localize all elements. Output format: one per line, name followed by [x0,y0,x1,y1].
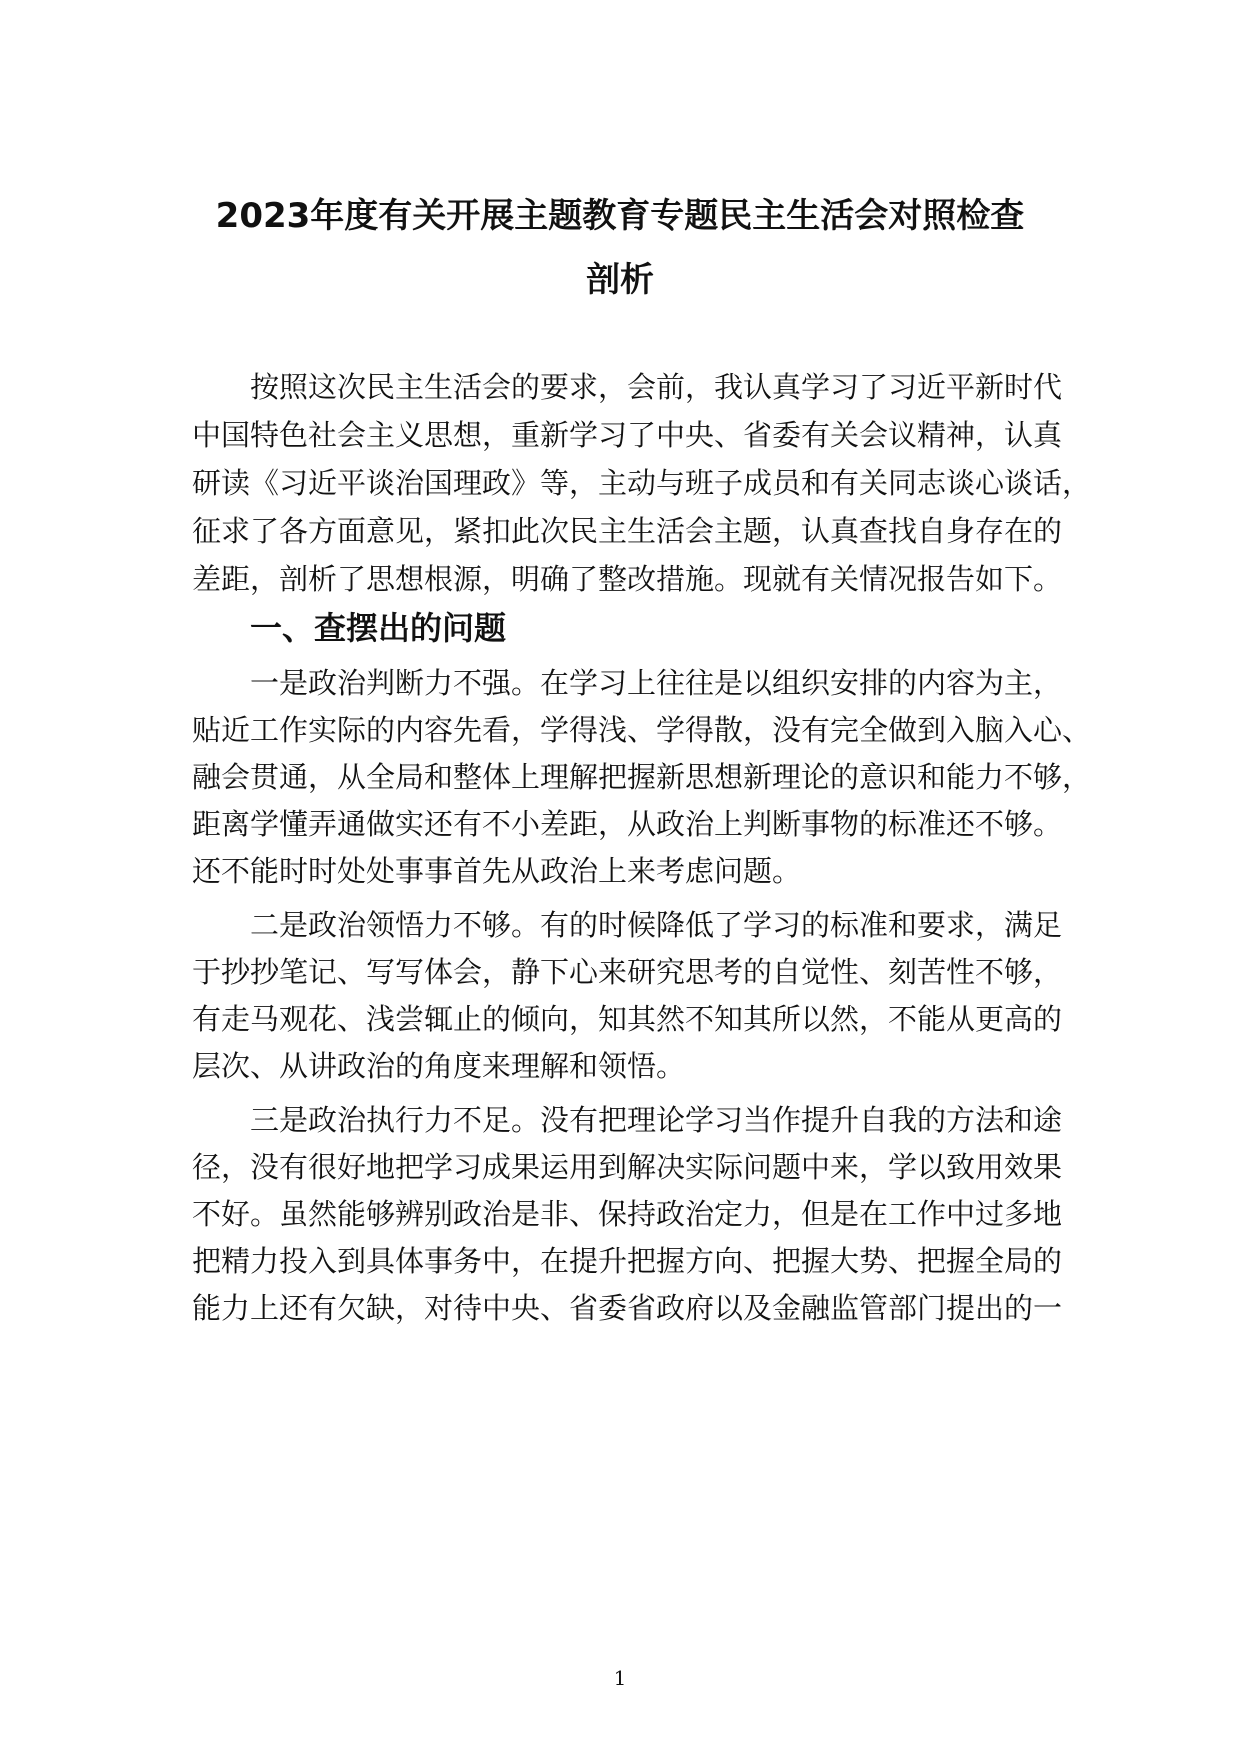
paragraph-line: 把精力投入到具体事务中，在提升把握方向、把握大势、把握全局的 [192,1244,1063,1278]
paragraph-line: 距离学懂弄通做实还有不小差距，从政治上判断事物的标准还不够。 [192,807,1063,841]
paragraph-line: 贴近工作实际的内容先看，学得浅、学得散，没有完全做到入脑入心、 [192,713,1092,747]
paragraph-line: 径，没有很好地把学习成果运用到解决实际问题中来，学以致用效果 [192,1150,1063,1184]
intro-line: 按照这次民主生活会的要求，会前，我认真学习了习近平新时代 [250,370,1063,404]
document-title-line-2: 剖析 [586,260,654,300]
paragraph-line: 还不能时时处处事事首先从政治上来考虑问题。 [192,854,802,888]
intro-line: 征求了各方面意见，紧扣此次民主生活会主题，认真查找自身存在的 [192,514,1063,548]
page-number: 1 [613,1666,627,1690]
intro-line: 差距，剖析了思想根源，明确了整改措施。现就有关情况报告如下。 [192,562,1063,596]
paragraph-line: 二是政治领悟力不够。有的时候降低了学习的标准和要求，满足 [250,908,1063,942]
section-heading: 一、查摆出的问题 [250,609,507,647]
paragraph-line: 于抄抄笔记、写写体会，静下心来研究思考的自觉性、刻苦性不够， [192,955,1063,989]
paragraph-line: 层次、从讲政治的角度来理解和领悟。 [192,1049,686,1083]
paragraph-line: 有走马观花、浅尝辄止的倾向，知其然不知其所以然，不能从更高的 [192,1002,1063,1036]
document-title-line-1: 2023年度有关开展主题教育专题民主生活会对照检查 [215,196,1025,236]
paragraph-line: 不好。虽然能够辨别政治是非、保持政治定力，但是在工作中过多地 [192,1197,1063,1231]
paragraph-line: 融会贯通，从全局和整体上理解把握新思想新理论的意识和能力不够， [192,760,1092,794]
intro-line: 研读《习近平谈治国理政》等，主动与班子成员和有关同志谈心谈话， [192,466,1092,500]
paragraph-line: 能力上还有欠缺，对待中央、省委省政府以及金融监管部门提出的一 [192,1291,1063,1325]
intro-line: 中国特色社会主义思想，重新学习了中央、省委有关会议精神，认真 [192,418,1063,452]
paragraph-line: 三是政治执行力不足。没有把理论学习当作提升自我的方法和途 [250,1103,1063,1137]
paragraph-line: 一是政治判断力不强。在学习上往往是以组织安排的内容为主， [250,666,1063,700]
